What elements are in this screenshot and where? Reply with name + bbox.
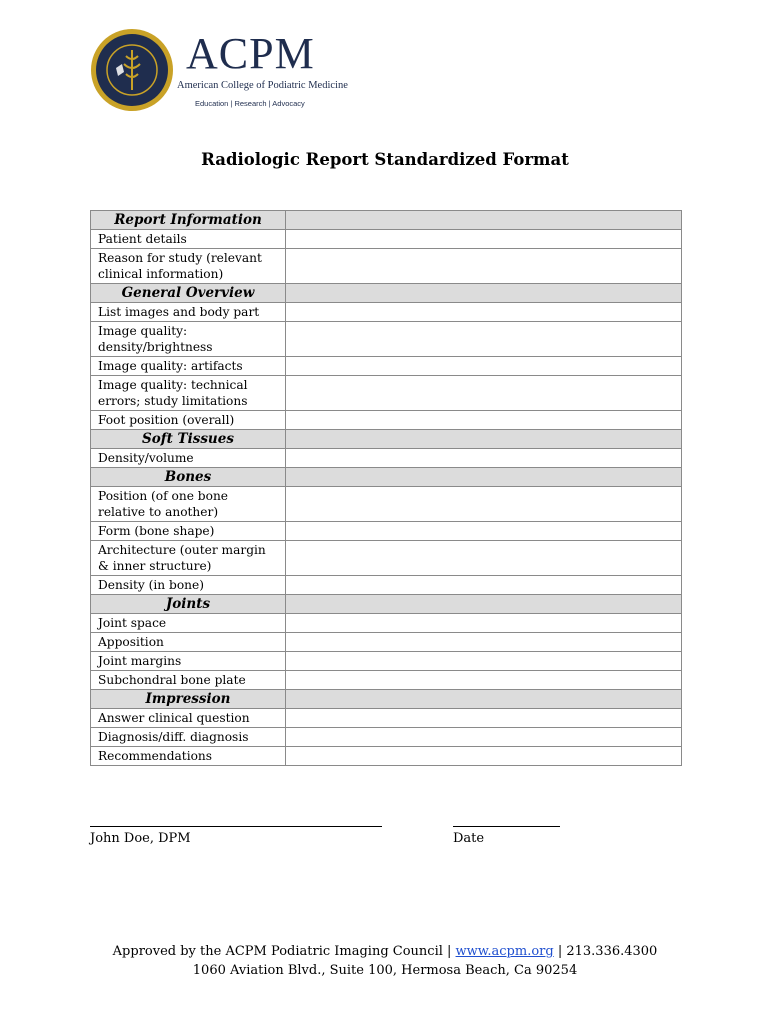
- table-row: [91, 357, 682, 376]
- field-label: Position (of one bone relative to another): [91, 487, 286, 522]
- field-label: Recommendations: [91, 747, 286, 766]
- acpm-seal-icon: [90, 28, 174, 112]
- date-label: Date: [453, 831, 485, 846]
- field-label: Joint margins: [91, 652, 286, 671]
- field-value-cell[interactable]: [286, 322, 682, 357]
- field-value-cell[interactable]: [286, 357, 682, 376]
- page-title: Radiologic Report Standardized Format: [201, 150, 569, 169]
- signatory-name: John Doe, DPM: [90, 831, 191, 846]
- footer-line-1: [0, 942, 770, 961]
- table-row: [91, 449, 682, 468]
- section-header: Soft Tissues: [91, 430, 286, 449]
- org-abbreviation: ACPM: [186, 29, 315, 78]
- field-value-cell[interactable]: [286, 671, 682, 690]
- field-value-cell[interactable]: [286, 303, 682, 322]
- section-header-blank: [286, 690, 682, 709]
- field-value-cell[interactable]: [286, 449, 682, 468]
- website-link[interactable]: www.acpm.org: [455, 944, 554, 959]
- field-label: Form (bone shape): [91, 522, 286, 541]
- field-label: Reason for study (relevant clinical information): [91, 249, 286, 284]
- field-value-cell[interactable]: [286, 487, 682, 522]
- report-table: [90, 210, 682, 766]
- footer: [0, 942, 770, 980]
- field-value-cell[interactable]: [286, 411, 682, 430]
- field-label: Density/volume: [91, 449, 286, 468]
- field-label: Image quality: artifacts: [91, 357, 286, 376]
- table-row: [91, 487, 682, 522]
- table-row: [91, 709, 682, 728]
- field-value-cell[interactable]: [286, 633, 682, 652]
- field-label: Density (in bone): [91, 576, 286, 595]
- section-header: Joints: [91, 595, 286, 614]
- section-header: Bones: [91, 468, 286, 487]
- section-header: Impression: [91, 690, 286, 709]
- field-value-cell[interactable]: [286, 747, 682, 766]
- table-row: [91, 576, 682, 595]
- field-value-cell[interactable]: [286, 230, 682, 249]
- field-value-cell[interactable]: [286, 652, 682, 671]
- field-value-cell[interactable]: [286, 376, 682, 411]
- field-label: List images and body part: [91, 303, 286, 322]
- section-header-row: [91, 211, 682, 230]
- field-label: Foot position (overall): [91, 411, 286, 430]
- field-value-cell[interactable]: [286, 576, 682, 595]
- field-value-cell[interactable]: [286, 249, 682, 284]
- section-header-blank: [286, 468, 682, 487]
- field-value-cell[interactable]: [286, 541, 682, 576]
- section-header-row: [91, 430, 682, 449]
- section-header-blank: [286, 595, 682, 614]
- table-row: [91, 249, 682, 284]
- table-row: [91, 633, 682, 652]
- field-value-cell[interactable]: [286, 709, 682, 728]
- table-row: [91, 747, 682, 766]
- field-label: Image quality: density/brightness: [91, 322, 286, 357]
- section-header-row: [91, 284, 682, 303]
- section-header-blank: [286, 284, 682, 303]
- table-row: [91, 411, 682, 430]
- section-header: General Overview: [91, 284, 286, 303]
- field-label: Subchondral bone plate: [91, 671, 286, 690]
- field-value-cell[interactable]: [286, 728, 682, 747]
- table-row: [91, 230, 682, 249]
- table-row: [91, 322, 682, 357]
- table-row: [91, 522, 682, 541]
- table-row: [91, 671, 682, 690]
- phone-text: | 213.336.4300: [553, 944, 658, 959]
- section-header-blank: [286, 430, 682, 449]
- section-header-row: [91, 468, 682, 487]
- field-label: Architecture (outer margin & inner structure): [91, 541, 286, 576]
- table-row: [91, 614, 682, 633]
- field-label: Diagnosis/diff. diagnosis: [91, 728, 286, 747]
- table-row: [91, 652, 682, 671]
- field-label: Apposition: [91, 633, 286, 652]
- section-header: Report Information: [91, 211, 286, 230]
- field-label: Joint space: [91, 614, 286, 633]
- section-header-blank: [286, 211, 682, 230]
- field-label: Image quality: technical errors; study limitations: [91, 376, 286, 411]
- date-line: [453, 826, 560, 827]
- field-label: Answer clinical question: [91, 709, 286, 728]
- org-tagline: Education | Research | Advocacy: [195, 99, 305, 108]
- table-row: [91, 541, 682, 576]
- acpm-logo: [90, 28, 348, 118]
- table-row: [91, 303, 682, 322]
- section-header-row: [91, 690, 682, 709]
- field-label: Patient details: [91, 230, 286, 249]
- field-value-cell[interactable]: [286, 522, 682, 541]
- footer-address: 1060 Aviation Blvd., Suite 100, Hermosa Beach, Ca 90254: [192, 963, 578, 978]
- table-row: [91, 376, 682, 411]
- field-value-cell[interactable]: [286, 614, 682, 633]
- org-full-name: American College of Podiatric Medicine: [177, 80, 348, 91]
- section-header-row: [91, 595, 682, 614]
- approved-text: Approved by the ACPM Podiatric Imaging Council |: [112, 944, 456, 959]
- signature-line: [90, 826, 382, 827]
- table-row: [91, 728, 682, 747]
